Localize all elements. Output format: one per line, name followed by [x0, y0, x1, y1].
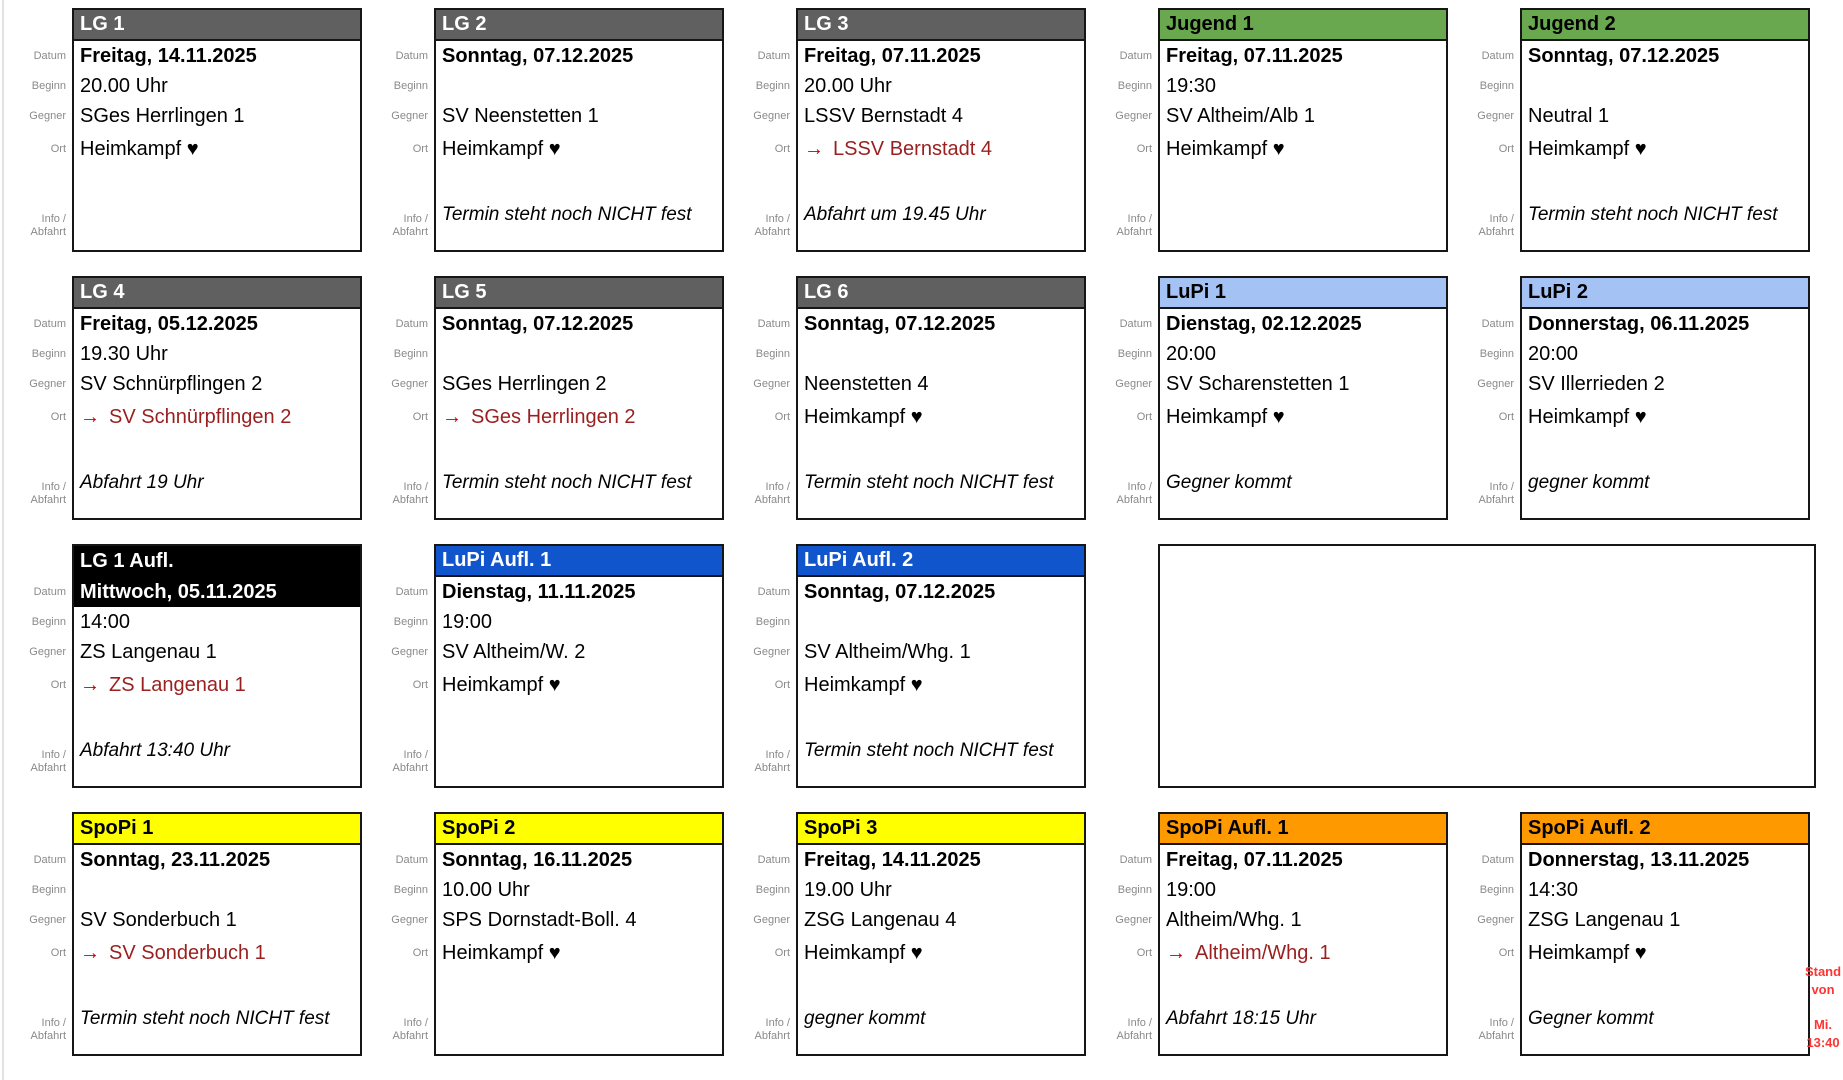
- label-datum: Datum: [33, 585, 66, 598]
- card-info: Abfahrt um 19.45 Uhr: [804, 204, 986, 225]
- label-datum: Datum: [1119, 49, 1152, 62]
- card-datum: Freitag, 05.12.2025: [80, 312, 258, 335]
- label-beginn: Beginn: [755, 347, 790, 360]
- label-gegner: Gegner: [29, 913, 66, 926]
- card-title: SpoPi 2: [436, 814, 722, 845]
- label-ort: Ort: [50, 678, 66, 691]
- match-card-lg3: [796, 8, 1086, 252]
- card-gegner: ZSG Langenau 1: [1528, 908, 1681, 931]
- cell-spopi1: [6, 812, 368, 1056]
- label-datum: Datum: [395, 853, 428, 866]
- card-info: [436, 1002, 722, 1054]
- card-beginn: 19:00: [442, 610, 493, 633]
- card-info: Gegner kommt: [1166, 472, 1292, 493]
- card-beginn: 20:00: [1166, 342, 1217, 365]
- row-labels: [1454, 812, 1520, 1056]
- row-labels: [730, 8, 796, 252]
- label-datum: Datum: [757, 585, 790, 598]
- cell-lg5: [368, 276, 730, 520]
- label-beginn: Beginn: [393, 883, 428, 896]
- card-beginn: 14:30: [1528, 878, 1579, 901]
- stand-note-line2: von: [1811, 981, 1835, 997]
- label-datum: Datum: [1481, 853, 1514, 866]
- label-ort: Ort: [412, 946, 428, 959]
- label-info-abfahrt: Info / Abfahrt: [30, 481, 66, 506]
- card-beginn: 19.00 Uhr: [804, 878, 892, 901]
- card-title: SpoPi 3: [798, 814, 1084, 845]
- card-gegner: LSSV Bernstadt 4: [804, 104, 963, 127]
- card-title: LuPi Aufl. 2: [798, 546, 1084, 577]
- label-info-abfahrt: Info / Abfahrt: [1116, 481, 1152, 506]
- match-card-lupi1: [1158, 276, 1448, 520]
- card-ort-text: SV Schnürpflingen 2: [109, 405, 292, 428]
- card-datum: Dienstag, 02.12.2025: [1166, 312, 1362, 335]
- label-info-abfahrt: Info / Abfahrt: [1478, 481, 1514, 506]
- card-beginn: [74, 875, 360, 905]
- card-title: LG 1 Aufl.: [74, 546, 360, 577]
- card-title: LuPi 1: [1160, 278, 1446, 309]
- cell-lupi2: [1454, 276, 1816, 520]
- label-ort: Ort: [774, 678, 790, 691]
- card-datum: Donnerstag, 06.11.2025: [1528, 312, 1750, 335]
- match-card-jugend1: [1158, 8, 1448, 252]
- label-gegner: Gegner: [753, 645, 790, 658]
- card-title: LG 1: [74, 10, 360, 41]
- card-ort: [798, 131, 1084, 167]
- away-arrow-icon: →: [80, 673, 100, 696]
- card-beginn: 20.00 Uhr: [804, 74, 892, 97]
- card-ort: Heimkampf ♥: [1166, 405, 1285, 428]
- label-gegner: Gegner: [1477, 377, 1514, 390]
- match-grid: [6, 8, 1816, 1056]
- label-info-abfahrt: Info / Abfahrt: [30, 1017, 66, 1042]
- label-datum: Datum: [1119, 853, 1152, 866]
- away-arrow-icon: →: [442, 405, 462, 428]
- away-arrow-icon: →: [1166, 941, 1186, 964]
- card-title: LG 4: [74, 278, 360, 309]
- label-ort: Ort: [412, 678, 428, 691]
- card-info: Gegner kommt: [1528, 1008, 1654, 1029]
- match-card-lg5: [434, 276, 724, 520]
- label-info-abfahrt: Info / Abfahrt: [754, 213, 790, 238]
- card-ort: Heimkampf ♥: [804, 405, 923, 428]
- label-ort: Ort: [1498, 410, 1514, 423]
- label-datum: Datum: [33, 49, 66, 62]
- card-title: LG 3: [798, 10, 1084, 41]
- label-datum: Datum: [1481, 49, 1514, 62]
- card-datum: Freitag, 07.11.2025: [804, 44, 981, 67]
- cell-lg2: [368, 8, 730, 252]
- row-labels: [1454, 276, 1520, 520]
- stand-note-line4: 13:40: [1806, 1034, 1840, 1050]
- cell-spopi3: [730, 812, 1092, 1056]
- card-beginn: [436, 339, 722, 369]
- row-labels: [1454, 8, 1520, 252]
- label-beginn: Beginn: [393, 347, 428, 360]
- label-beginn: Beginn: [31, 79, 66, 92]
- row-labels: [730, 276, 796, 520]
- card-title: SpoPi Aufl. 1: [1160, 814, 1446, 845]
- label-gegner: Gegner: [1477, 913, 1514, 926]
- match-card-spopi-aufl-1: [1158, 812, 1448, 1056]
- card-ort: Heimkampf ♥: [1528, 137, 1647, 160]
- card-ort: Heimkampf ♥: [442, 137, 561, 160]
- row-labels: [368, 8, 434, 252]
- card-title: LG 2: [436, 10, 722, 41]
- match-card-lg1: [72, 8, 362, 252]
- card-gegner: SV Scharenstetten 1: [1166, 372, 1350, 395]
- card-datum: Freitag, 07.11.2025: [1166, 848, 1343, 871]
- match-card-lupi-aufl-1: [434, 544, 724, 788]
- row-labels: [6, 8, 72, 252]
- card-datum: Freitag, 07.11.2025: [1166, 44, 1343, 67]
- card-datum: Sonntag, 23.11.2025: [80, 848, 271, 871]
- card-info: Termin steht noch NICHT fest: [80, 1008, 330, 1029]
- label-info-abfahrt: Info / Abfahrt: [1478, 213, 1514, 238]
- match-card-spopi-aufl-2: [1520, 812, 1810, 1056]
- empty-card-placeholder: [1158, 544, 1816, 788]
- label-gegner: Gegner: [1115, 377, 1152, 390]
- cell-lupi-aufl-2: [730, 544, 1092, 788]
- row-labels: [1092, 812, 1158, 1056]
- card-ort: [74, 399, 360, 435]
- card-beginn: 19:00: [1166, 878, 1217, 901]
- card-datum: Freitag, 14.11.2025: [804, 848, 981, 871]
- card-info: gegner kommt: [804, 1008, 926, 1029]
- cell-lg1: [6, 8, 368, 252]
- label-gegner: Gegner: [753, 913, 790, 926]
- label-beginn: Beginn: [755, 79, 790, 92]
- cell-lg3: [730, 8, 1092, 252]
- card-ort: Heimkampf ♥: [80, 137, 199, 160]
- card-info: Termin steht noch NICHT fest: [804, 740, 1054, 761]
- label-info-abfahrt: Info / Abfahrt: [30, 749, 66, 774]
- match-card-lg1-aufl: [72, 544, 362, 788]
- label-datum: Datum: [757, 49, 790, 62]
- card-info: Abfahrt 18:15 Uhr: [1166, 1008, 1316, 1029]
- card-gegner: Neenstetten 4: [804, 372, 929, 395]
- label-beginn: Beginn: [31, 347, 66, 360]
- card-title: LG 5: [436, 278, 722, 309]
- label-info-abfahrt: Info / Abfahrt: [392, 481, 428, 506]
- row-labels: [6, 544, 72, 788]
- card-gegner: SV Neenstetten 1: [442, 104, 599, 127]
- label-beginn: Beginn: [1479, 347, 1514, 360]
- card-beginn: [1522, 71, 1808, 101]
- card-beginn: 19.30 Uhr: [80, 342, 168, 365]
- card-beginn: 14:00: [80, 610, 131, 633]
- label-gegner: Gegner: [29, 645, 66, 658]
- label-info-abfahrt: Info / Abfahrt: [30, 213, 66, 238]
- card-gegner: SV Altheim/Alb 1: [1166, 104, 1315, 127]
- cell-spopi-aufl-1: [1092, 812, 1454, 1056]
- card-ort-text: ZS Langenau 1: [109, 673, 246, 696]
- match-card-jugend2: [1520, 8, 1810, 252]
- row-labels: [368, 812, 434, 1056]
- label-gegner: Gegner: [391, 377, 428, 390]
- card-beginn: [798, 339, 1084, 369]
- row-labels: [368, 544, 434, 788]
- label-ort: Ort: [412, 142, 428, 155]
- card-ort-text: SV Sonderbuch 1: [109, 941, 266, 964]
- away-arrow-icon: →: [80, 405, 100, 428]
- cell-lg6: [730, 276, 1092, 520]
- card-info: Abfahrt 19 Uhr: [80, 472, 204, 493]
- label-gegner: Gegner: [1115, 109, 1152, 122]
- empty-slot: [1092, 544, 1816, 788]
- row-labels: [1092, 276, 1158, 520]
- cell-jugend1: [1092, 8, 1454, 252]
- card-gegner: SV Altheim/Whg. 1: [804, 640, 971, 663]
- card-datum: Sonntag, 07.12.2025: [804, 580, 996, 603]
- card-beginn: 20.00 Uhr: [80, 74, 168, 97]
- label-datum: Datum: [1119, 317, 1152, 330]
- card-title: Jugend 1: [1160, 10, 1446, 41]
- label-datum: Datum: [395, 585, 428, 598]
- cell-lupi-aufl-1: [368, 544, 730, 788]
- card-ort: [74, 667, 360, 703]
- label-datum: Datum: [757, 853, 790, 866]
- label-beginn: Beginn: [755, 883, 790, 896]
- row-labels: [6, 276, 72, 520]
- card-gegner: SV Sonderbuch 1: [80, 908, 237, 931]
- match-card-spopi1: [72, 812, 362, 1056]
- card-info: Termin steht noch NICHT fest: [442, 472, 692, 493]
- stand-note-line3: Mi.: [1813, 1017, 1833, 1033]
- card-title: SpoPi 1: [74, 814, 360, 845]
- card-ort: Heimkampf ♥: [1528, 405, 1647, 428]
- label-gegner: Gegner: [391, 913, 428, 926]
- match-card-lupi2: [1520, 276, 1810, 520]
- row-labels: [730, 812, 796, 1056]
- card-info: Termin steht noch NICHT fest: [1528, 204, 1778, 225]
- label-info-abfahrt: Info / Abfahrt: [1116, 1017, 1152, 1042]
- label-info-abfahrt: Info / Abfahrt: [754, 749, 790, 774]
- match-card-lupi-aufl-2: [796, 544, 1086, 788]
- label-info-abfahrt: Info / Abfahrt: [392, 1017, 428, 1042]
- card-beginn: [436, 71, 722, 101]
- label-datum: Datum: [757, 317, 790, 330]
- label-datum: Datum: [33, 853, 66, 866]
- label-beginn: Beginn: [1479, 883, 1514, 896]
- card-gegner: SV Illerrieden 2: [1528, 372, 1665, 395]
- card-ort: Heimkampf ♥: [1166, 137, 1285, 160]
- label-beginn: Beginn: [393, 615, 428, 628]
- card-info: [1160, 198, 1446, 250]
- label-beginn: Beginn: [755, 615, 790, 628]
- label-ort: Ort: [1136, 946, 1152, 959]
- match-card-lg6: [796, 276, 1086, 520]
- label-ort: Ort: [1136, 142, 1152, 155]
- label-info-abfahrt: Info / Abfahrt: [754, 481, 790, 506]
- label-beginn: Beginn: [393, 79, 428, 92]
- card-gegner: Altheim/Whg. 1: [1166, 908, 1302, 931]
- label-gegner: Gegner: [29, 377, 66, 390]
- card-info: Abfahrt 13:40 Uhr: [80, 740, 230, 761]
- card-title: LuPi Aufl. 1: [436, 546, 722, 577]
- card-ort: [1160, 935, 1446, 971]
- label-ort: Ort: [1498, 946, 1514, 959]
- label-ort: Ort: [412, 410, 428, 423]
- label-info-abfahrt: Info / Abfahrt: [1116, 213, 1152, 238]
- label-gegner: Gegner: [1115, 913, 1152, 926]
- card-ort: [74, 935, 360, 971]
- left-edge-rule: [2, 0, 4, 1080]
- card-ort-text: SGes Herrlingen 2: [471, 405, 636, 428]
- card-datum: Sonntag, 16.11.2025: [442, 848, 633, 871]
- label-beginn: Beginn: [1479, 79, 1514, 92]
- label-datum: Datum: [1481, 317, 1514, 330]
- label-beginn: Beginn: [1117, 347, 1152, 360]
- card-ort: Heimkampf ♥: [804, 673, 923, 696]
- cell-lg1-aufl: [6, 544, 368, 788]
- card-gegner: SPS Dornstadt-Boll. 4: [442, 908, 637, 931]
- label-ort: Ort: [50, 142, 66, 155]
- label-info-abfahrt: Info / Abfahrt: [392, 749, 428, 774]
- label-beginn: Beginn: [31, 883, 66, 896]
- card-ort: [436, 399, 722, 435]
- stand-note-line1: Stand: [1804, 964, 1842, 979]
- label-datum: Datum: [395, 49, 428, 62]
- card-datum: Mittwoch, 05.11.2025: [74, 577, 360, 607]
- card-datum: Freitag, 14.11.2025: [80, 44, 257, 67]
- card-title: SpoPi Aufl. 2: [1522, 814, 1808, 845]
- label-gegner: Gegner: [391, 109, 428, 122]
- card-datum: Dienstag, 11.11.2025: [442, 580, 636, 603]
- row-labels: [1092, 8, 1158, 252]
- card-beginn: 20:00: [1528, 342, 1579, 365]
- label-ort: Ort: [50, 410, 66, 423]
- card-info: [436, 734, 722, 786]
- stand-note: [1804, 963, 1842, 1051]
- label-info-abfahrt: Info / Abfahrt: [1478, 1017, 1514, 1042]
- card-datum: Sonntag, 07.12.2025: [1528, 44, 1720, 67]
- card-datum: Donnerstag, 13.11.2025: [1528, 848, 1750, 871]
- label-gegner: Gegner: [753, 109, 790, 122]
- card-info: [74, 198, 360, 250]
- card-beginn: 10.00 Uhr: [442, 878, 530, 901]
- label-gegner: Gegner: [1477, 109, 1514, 122]
- match-card-lg2: [434, 8, 724, 252]
- label-info-abfahrt: Info / Abfahrt: [392, 213, 428, 238]
- card-beginn: [798, 607, 1084, 637]
- cell-spopi-aufl-2: [1454, 812, 1816, 1056]
- match-card-lg4: [72, 276, 362, 520]
- card-title: Jugend 2: [1522, 10, 1808, 41]
- card-gegner: SV Schnürpflingen 2: [80, 372, 263, 395]
- card-ort-text: LSSV Bernstadt 4: [833, 137, 992, 160]
- label-gegner: Gegner: [753, 377, 790, 390]
- label-ort: Ort: [50, 946, 66, 959]
- card-title: LG 6: [798, 278, 1084, 309]
- card-info: Termin steht noch NICHT fest: [804, 472, 1054, 493]
- away-arrow-icon: →: [80, 941, 100, 964]
- label-ort: Ort: [774, 946, 790, 959]
- label-ort: Ort: [1498, 142, 1514, 155]
- match-card-spopi3: [796, 812, 1086, 1056]
- card-ort: Heimkampf ♥: [442, 941, 561, 964]
- label-ort: Ort: [1136, 410, 1152, 423]
- cell-lupi1: [1092, 276, 1454, 520]
- card-ort: Heimkampf ♥: [804, 941, 923, 964]
- card-ort: Heimkampf ♥: [442, 673, 561, 696]
- card-info: Termin steht noch NICHT fest: [442, 204, 692, 225]
- row-labels: [6, 812, 72, 1056]
- card-datum: Sonntag, 07.12.2025: [442, 312, 634, 335]
- away-arrow-icon: →: [804, 137, 824, 160]
- card-gegner: SGes Herrlingen 2: [442, 372, 607, 395]
- row-labels: [368, 276, 434, 520]
- card-gegner: Neutral 1: [1528, 104, 1610, 127]
- card-gegner: ZSG Langenau 4: [804, 908, 957, 931]
- cell-lg4: [6, 276, 368, 520]
- label-gegner: Gegner: [391, 645, 428, 658]
- cell-spopi2: [368, 812, 730, 1056]
- cell-jugend2: [1454, 8, 1816, 252]
- label-info-abfahrt: Info / Abfahrt: [754, 1017, 790, 1042]
- card-ort-text: Altheim/Whg. 1: [1195, 941, 1331, 964]
- card-ort: Heimkampf ♥: [1528, 941, 1647, 964]
- card-gegner: SGes Herrlingen 1: [80, 104, 245, 127]
- card-datum: Sonntag, 07.12.2025: [442, 44, 634, 67]
- card-title: LuPi 2: [1522, 278, 1808, 309]
- label-ort: Ort: [774, 142, 790, 155]
- label-datum: Datum: [395, 317, 428, 330]
- label-beginn: Beginn: [31, 615, 66, 628]
- label-beginn: Beginn: [1117, 79, 1152, 92]
- card-gegner: SV Altheim/W. 2: [442, 640, 586, 663]
- label-beginn: Beginn: [1117, 883, 1152, 896]
- card-beginn: 19:30: [1166, 74, 1217, 97]
- card-gegner: ZS Langenau 1: [80, 640, 217, 663]
- card-datum: Sonntag, 07.12.2025: [804, 312, 996, 335]
- match-card-spopi2: [434, 812, 724, 1056]
- label-gegner: Gegner: [29, 109, 66, 122]
- label-datum: Datum: [33, 317, 66, 330]
- card-info: gegner kommt: [1528, 472, 1650, 493]
- label-ort: Ort: [774, 410, 790, 423]
- row-labels: [730, 544, 796, 788]
